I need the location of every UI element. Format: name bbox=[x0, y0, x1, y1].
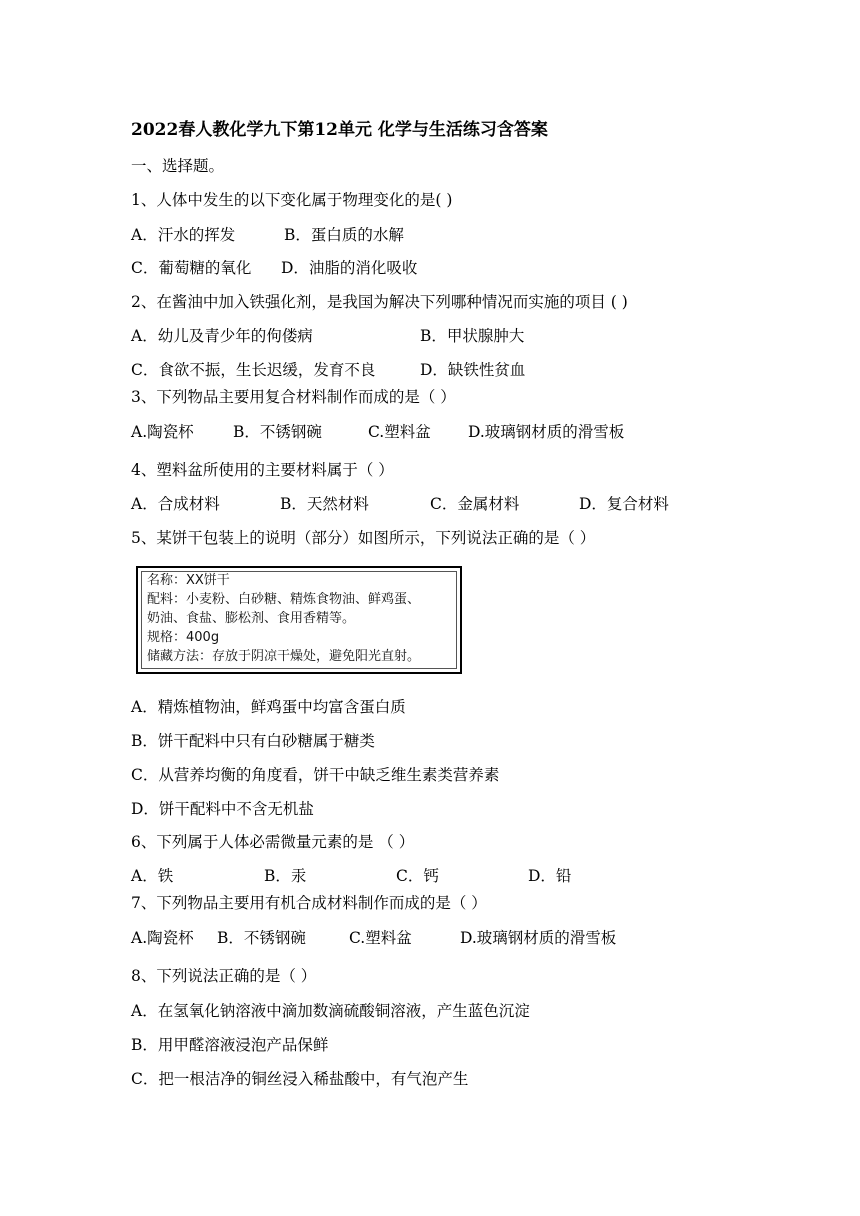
question-7-option-b: B．不锈钢碗 bbox=[217, 929, 306, 947]
question-5-stem: 5、某饼干包装上的说明（部分）如图所示，下列说法正确的是（ ） bbox=[131, 529, 596, 547]
question-8-option-a: A．在氢氧化钠溶液中滴加数滴硫酸铜溶液，产生蓝色沉淀 bbox=[131, 1002, 530, 1020]
question-8-stem: 8、下列说法正确的是（ ） bbox=[131, 967, 317, 985]
question-3-option-b: B．不锈钢碗 bbox=[233, 423, 322, 441]
question-2-stem: 2、在酱油中加入铁强化剂，是我国为解决下列哪种情况而实施的项目 ( ) bbox=[131, 293, 628, 311]
biscuit-package-label bbox=[136, 566, 462, 674]
question-3-stem: 3、下列物品主要用复合材料制作而成的是（ ） bbox=[131, 388, 456, 406]
question-5-option-a: A．精炼植物油，鲜鸡蛋中均富含蛋白质 bbox=[131, 698, 406, 716]
question-1-option-a: A．汗水的挥发 bbox=[131, 226, 236, 244]
package-label-storage: 储藏方法：存放于阴凉干燥处，避免阳光直射。 bbox=[147, 649, 421, 664]
question-2-option-d: D．缺铁性贫血 bbox=[420, 361, 526, 379]
question-5-option-b: B．饼干配料中只有白砂糖属于糖类 bbox=[131, 732, 375, 750]
question-1-option-b: B．蛋白质的水解 bbox=[284, 226, 404, 244]
section-heading: 一、选择题。 bbox=[131, 157, 225, 175]
question-3-option-c: C.塑料盆 bbox=[368, 423, 431, 441]
question-4-option-a: A．合成材料 bbox=[131, 495, 220, 513]
question-2-option-a: A．幼儿及青少年的佝偻病 bbox=[131, 327, 313, 345]
question-1-stem: 1、人体中发生的以下变化属于物理变化的是( ) bbox=[131, 191, 453, 209]
question-7-option-d: D.玻璃钢材质的滑雪板 bbox=[460, 929, 617, 947]
question-1-option-d: D．油脂的消化吸收 bbox=[281, 259, 418, 277]
question-8-option-b: B．用甲醛溶液浸泡产品保鲜 bbox=[131, 1036, 329, 1054]
question-6-stem: 6、下列属于人体必需微量元素的是 （ ） bbox=[131, 833, 415, 851]
question-6-option-d: D．铅 bbox=[528, 867, 572, 885]
question-6-option-c: C．钙 bbox=[396, 867, 439, 885]
package-label-spec: 规格：400g bbox=[147, 630, 220, 645]
question-7-stem: 7、下列物品主要用有机合成材料制作而成的是（ ） bbox=[131, 894, 487, 912]
question-2-option-c: C．食欲不振，生长迟缓，发育不良 bbox=[131, 361, 376, 379]
question-5-option-c: C．从营养均衡的角度看，饼干中缺乏维生素类营养素 bbox=[131, 766, 500, 784]
document-title: 2022春人教化学九下第12单元 化学与生活练习含答案 bbox=[131, 120, 548, 140]
question-2-option-b: B．甲状腺肿大 bbox=[420, 327, 525, 345]
question-6-option-b: B．汞 bbox=[264, 867, 307, 885]
question-3-option-a: A.陶瓷杯 bbox=[131, 423, 194, 441]
question-8-option-c: C．把一根洁净的铜丝浸入稀盐酸中，有气泡产生 bbox=[131, 1070, 469, 1088]
package-label-ingredients-cont: 奶油、食盐、膨松剂、食用香精等。 bbox=[147, 611, 356, 626]
question-7-option-a: A.陶瓷杯 bbox=[131, 929, 194, 947]
question-7-option-c: C.塑料盆 bbox=[349, 929, 412, 947]
question-3-option-d: D.玻璃钢材质的滑雪板 bbox=[468, 423, 625, 441]
question-4-option-b: B．天然材料 bbox=[280, 495, 369, 513]
question-1-option-c: C．葡萄糖的氧化 bbox=[131, 259, 252, 277]
question-4-option-c: C．金属材料 bbox=[430, 495, 520, 513]
question-6-option-a: A．铁 bbox=[131, 867, 174, 885]
package-label-ingredients: 配料：小麦粉、白砂糖、精炼食物油、鲜鸡蛋、 bbox=[147, 592, 421, 607]
question-4-stem: 4、塑料盆所使用的主要材料属于（ ） bbox=[131, 461, 394, 479]
question-5-option-d: D．饼干配料中不含无机盐 bbox=[131, 800, 314, 818]
package-label-name: 名称：XX饼干 bbox=[147, 573, 230, 588]
question-4-option-d: D．复合材料 bbox=[579, 495, 669, 513]
